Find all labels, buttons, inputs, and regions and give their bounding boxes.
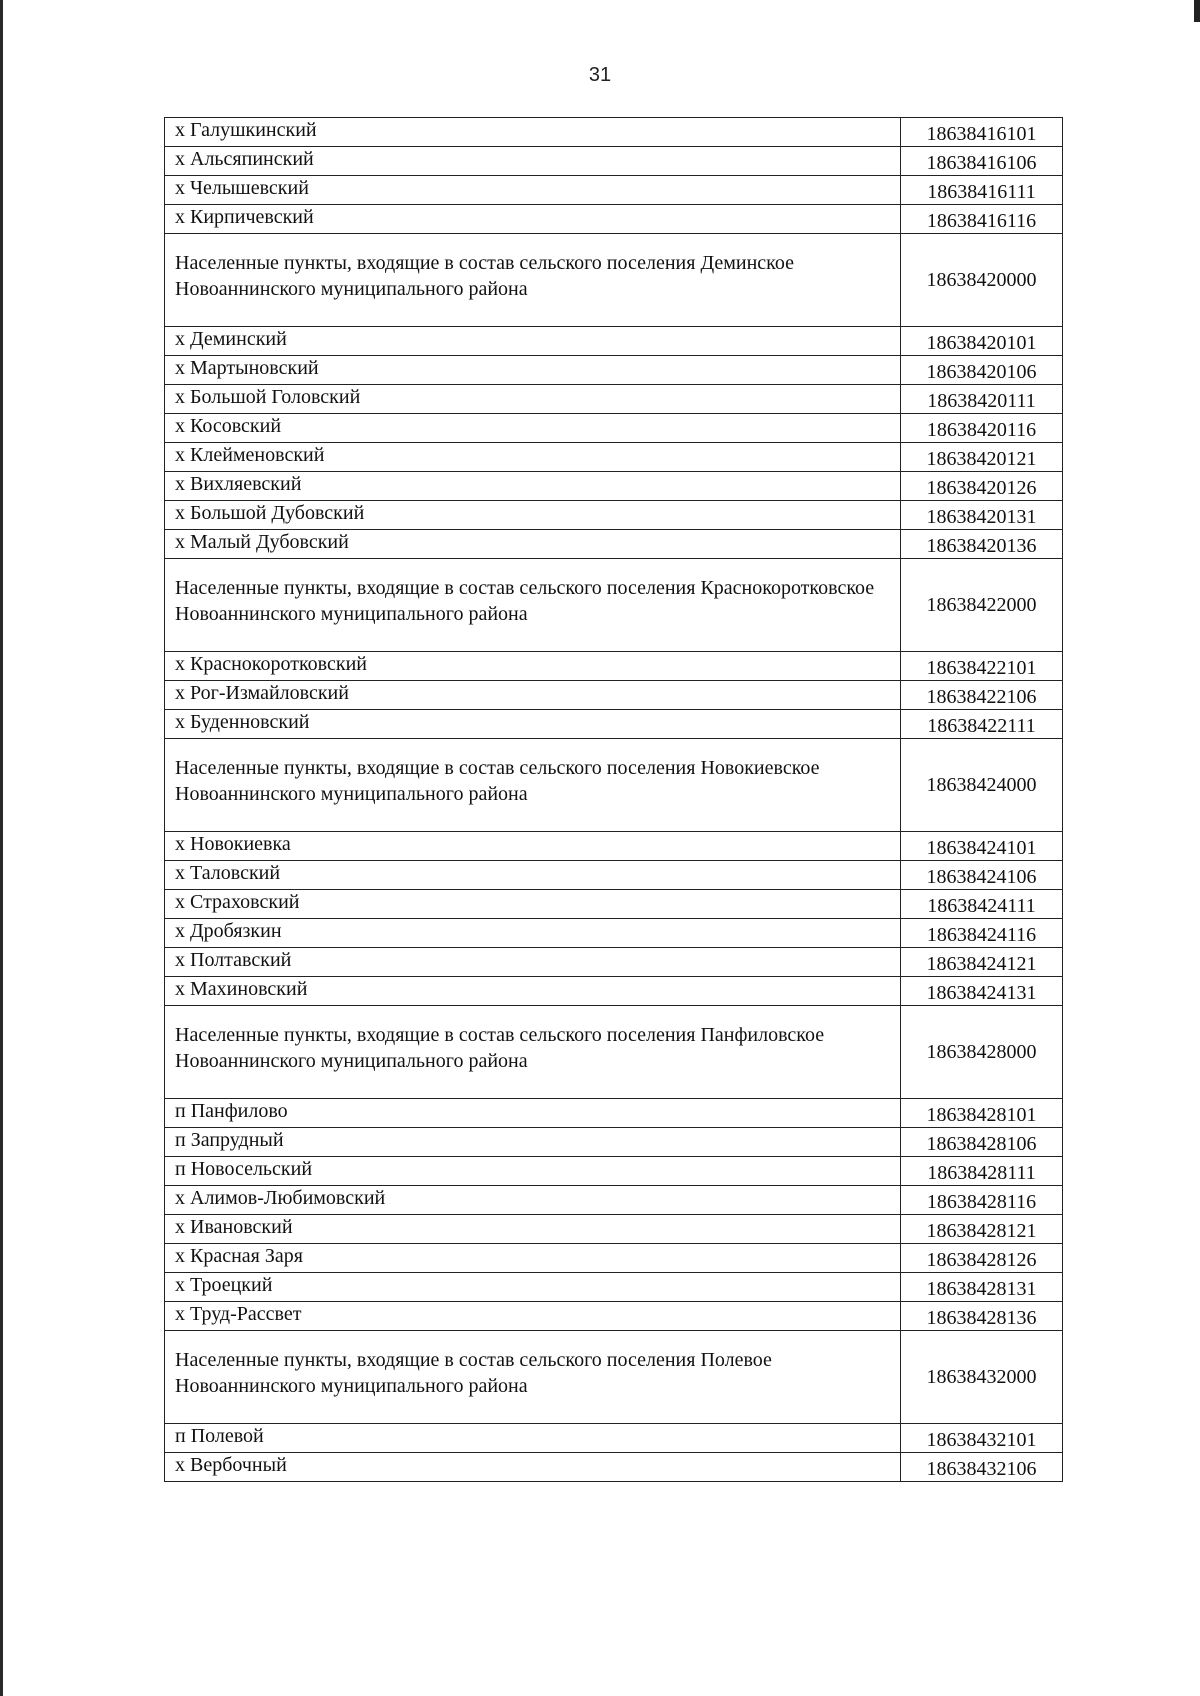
settlement-row xyxy=(165,443,1063,472)
settlement-name-cell: х Мартыновский xyxy=(165,356,901,385)
settlement-name-cell: х Троецкий xyxy=(165,1273,901,1302)
settlements-table-body xyxy=(165,118,1063,1482)
settlement-name-cell: х Полтавский xyxy=(165,948,901,977)
settlement-row xyxy=(165,681,1063,710)
settlement-name-cell: х Альсяпинский xyxy=(165,147,901,176)
settlement-name-cell: х Большой Головский xyxy=(165,385,901,414)
settlement-code-cell: 18638422111 xyxy=(901,710,1063,739)
settlement-row xyxy=(165,1244,1063,1273)
settlement-code-cell: 18638420131 xyxy=(901,501,1063,530)
settlement-name-cell: х Вербочный xyxy=(165,1453,901,1482)
settlement-code-cell: 18638424116 xyxy=(901,919,1063,948)
settlement-code-cell: 18638424131 xyxy=(901,977,1063,1006)
settlement-code-cell: 18638420121 xyxy=(901,443,1063,472)
settlement-code-cell: 18638424121 xyxy=(901,948,1063,977)
settlement-code-cell: 18638416116 xyxy=(901,205,1063,234)
settlement-row xyxy=(165,1273,1063,1302)
scan-corner-mark xyxy=(1194,0,1200,22)
settlement-name-cell: х Страховский xyxy=(165,890,901,919)
settlement-name-cell: п Панфилово xyxy=(165,1099,901,1128)
settlement-code-cell: 18638420106 xyxy=(901,356,1063,385)
group-title-cell: Населенные пункты, входящие в состав сельского поселения Новокиевское Новоаннинского муниципального района xyxy=(165,739,901,832)
settlement-name-cell: х Вихляевский xyxy=(165,472,901,501)
settlement-row xyxy=(165,1157,1063,1186)
settlement-name-cell: х Таловский xyxy=(165,861,901,890)
group-code-cell: 18638428000 xyxy=(901,1006,1063,1099)
settlement-row xyxy=(165,919,1063,948)
group-title-cell: Населенные пункты, входящие в состав сельского поселения Краснокоротковское Новоаннинского муниципального района xyxy=(165,559,901,652)
group-code-cell: 18638422000 xyxy=(901,559,1063,652)
group-code-cell: 18638420000 xyxy=(901,234,1063,327)
settlement-row xyxy=(165,832,1063,861)
settlement-name-cell: х Алимов-Любимовский xyxy=(165,1186,901,1215)
settlement-row xyxy=(165,385,1063,414)
settlement-name-cell: х Ивановский xyxy=(165,1215,901,1244)
settlement-name-cell: х Труд-Рассвет xyxy=(165,1302,901,1331)
settlement-row xyxy=(165,530,1063,559)
settlement-code-cell: 18638432101 xyxy=(901,1424,1063,1453)
settlement-row xyxy=(165,1186,1063,1215)
settlement-row xyxy=(165,861,1063,890)
settlement-code-cell: 18638416106 xyxy=(901,147,1063,176)
settlement-name-cell: х Малый Дубовский xyxy=(165,530,901,559)
settlement-name-cell: х Галушкинский xyxy=(165,118,901,147)
settlement-row xyxy=(165,1453,1063,1482)
settlement-group-row xyxy=(165,1006,1063,1099)
settlement-code-cell: 18638420126 xyxy=(901,472,1063,501)
settlement-group-row xyxy=(165,559,1063,652)
settlement-row xyxy=(165,977,1063,1006)
settlement-name-cell: х Буденновский xyxy=(165,710,901,739)
settlement-row xyxy=(165,652,1063,681)
settlement-row xyxy=(165,176,1063,205)
settlement-row xyxy=(165,710,1063,739)
settlement-name-cell: х Кирпичевский xyxy=(165,205,901,234)
settlement-row xyxy=(165,890,1063,919)
settlement-code-cell: 18638428131 xyxy=(901,1273,1063,1302)
group-code-cell: 18638424000 xyxy=(901,739,1063,832)
settlement-code-cell: 18638420111 xyxy=(901,385,1063,414)
settlement-code-cell: 18638428101 xyxy=(901,1099,1063,1128)
settlement-code-cell: 18638424111 xyxy=(901,890,1063,919)
settlements-table-container xyxy=(164,117,1062,1482)
settlement-code-cell: 18638422101 xyxy=(901,652,1063,681)
settlement-code-cell: 18638428136 xyxy=(901,1302,1063,1331)
settlement-name-cell: х Косовский xyxy=(165,414,901,443)
settlement-row xyxy=(165,205,1063,234)
settlement-code-cell: 18638416101 xyxy=(901,118,1063,147)
settlement-row xyxy=(165,414,1063,443)
settlement-code-cell: 18638428116 xyxy=(901,1186,1063,1215)
group-code-cell: 18638432000 xyxy=(901,1331,1063,1424)
settlement-name-cell: х Краснокоротковский xyxy=(165,652,901,681)
settlement-group-row xyxy=(165,1331,1063,1424)
settlement-code-cell: 18638422106 xyxy=(901,681,1063,710)
settlement-row xyxy=(165,501,1063,530)
settlement-name-cell: х Новокиевка xyxy=(165,832,901,861)
settlement-row xyxy=(165,118,1063,147)
page-number: 31 xyxy=(588,64,612,86)
group-title-cell: Населенные пункты, входящие в состав сельского поселения Полевое Новоаннинского муниципального района xyxy=(165,1331,901,1424)
settlement-name-cell: х Махиновский xyxy=(165,977,901,1006)
settlement-name-cell: п Запрудный xyxy=(165,1128,901,1157)
settlement-code-cell: 18638428106 xyxy=(901,1128,1063,1157)
settlement-name-cell: х Челышевский xyxy=(165,176,901,205)
settlement-row xyxy=(165,1302,1063,1331)
settlement-code-cell: 18638428126 xyxy=(901,1244,1063,1273)
settlement-name-cell: х Дробязкин xyxy=(165,919,901,948)
settlement-group-row xyxy=(165,234,1063,327)
settlement-code-cell: 18638428121 xyxy=(901,1215,1063,1244)
group-title-cell: Населенные пункты, входящие в состав сельского поселения Панфиловское Новоаннинского муниципального района xyxy=(165,1006,901,1099)
settlement-name-cell: х Красная Заря xyxy=(165,1244,901,1273)
settlement-code-cell: 18638416111 xyxy=(901,176,1063,205)
settlement-row xyxy=(165,147,1063,176)
settlement-code-cell: 18638432106 xyxy=(901,1453,1063,1482)
settlement-row xyxy=(165,1215,1063,1244)
settlement-code-cell: 18638424101 xyxy=(901,832,1063,861)
settlement-name-cell: п Новосельский xyxy=(165,1157,901,1186)
settlement-name-cell: п Полевой xyxy=(165,1424,901,1453)
settlement-group-row xyxy=(165,739,1063,832)
settlement-code-cell: 18638420101 xyxy=(901,327,1063,356)
settlements-table xyxy=(164,117,1063,1482)
settlement-code-cell: 18638420116 xyxy=(901,414,1063,443)
scan-left-edge xyxy=(0,0,3,1696)
settlement-code-cell: 18638420136 xyxy=(901,530,1063,559)
settlement-row xyxy=(165,327,1063,356)
settlement-name-cell: х Деминский xyxy=(165,327,901,356)
settlement-name-cell: х Рог-Измайловский xyxy=(165,681,901,710)
settlement-row xyxy=(165,472,1063,501)
settlement-code-cell: 18638424106 xyxy=(901,861,1063,890)
settlement-row xyxy=(165,1128,1063,1157)
settlement-row xyxy=(165,948,1063,977)
settlement-row xyxy=(165,1099,1063,1128)
settlement-code-cell: 18638428111 xyxy=(901,1157,1063,1186)
settlement-name-cell: х Клейменовский xyxy=(165,443,901,472)
settlement-row xyxy=(165,1424,1063,1453)
settlement-row xyxy=(165,356,1063,385)
group-title-cell: Населенные пункты, входящие в состав сельского поселения Деминское Новоаннинского муниципального района xyxy=(165,234,901,327)
settlement-name-cell: х Большой Дубовский xyxy=(165,501,901,530)
